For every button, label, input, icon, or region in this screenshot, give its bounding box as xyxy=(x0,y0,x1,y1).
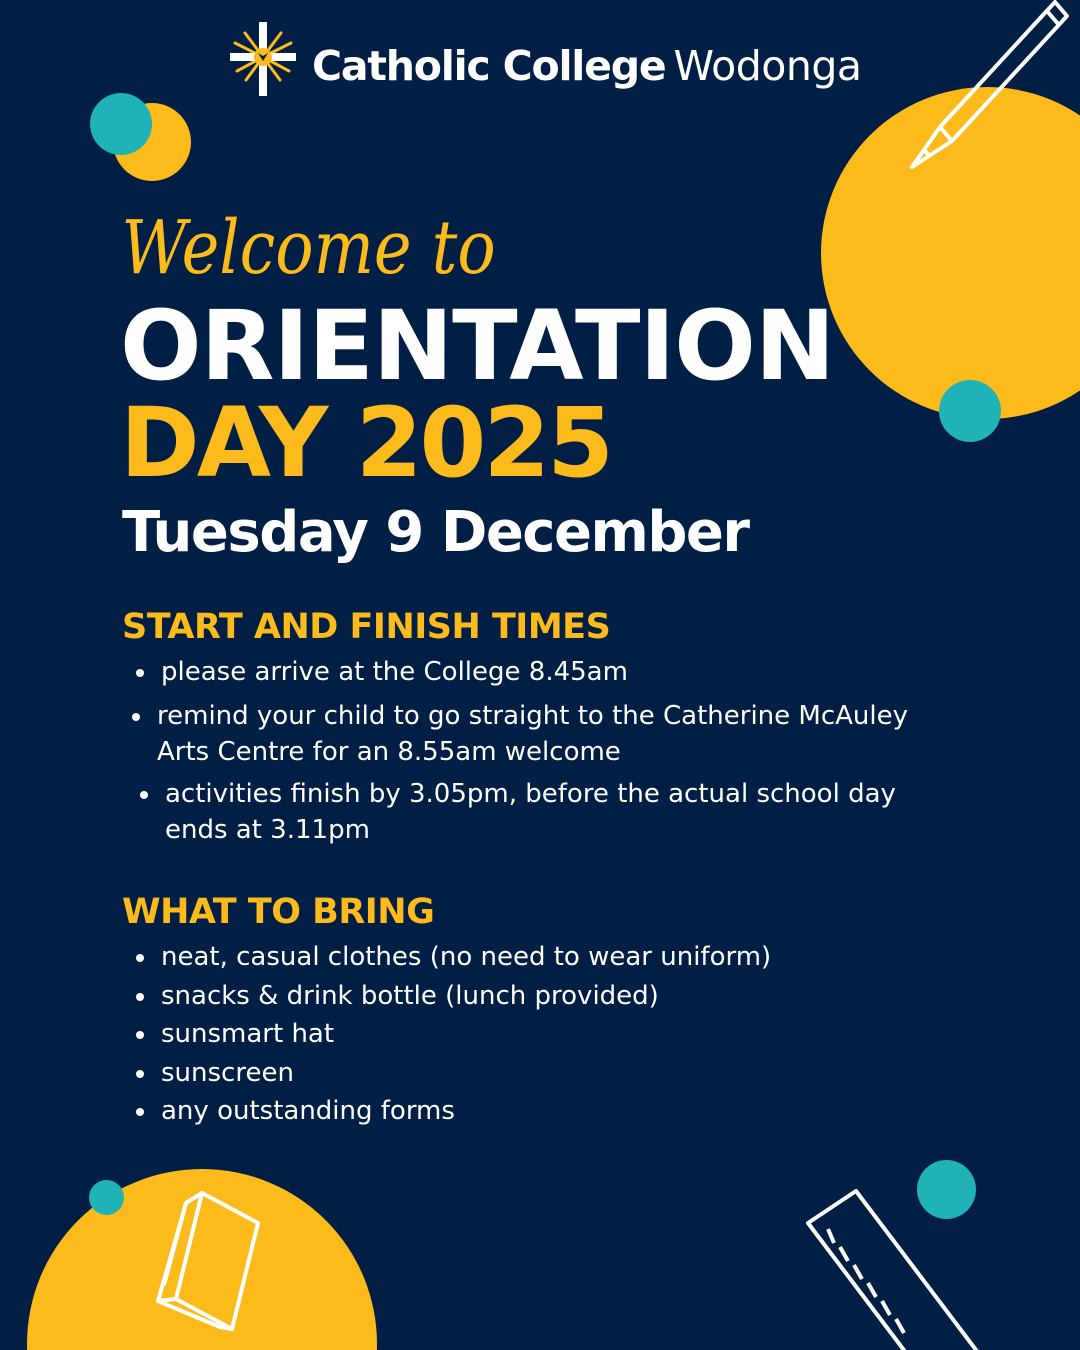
list-item: sunsmart hat xyxy=(161,1016,334,1052)
pencil-icon xyxy=(900,0,1075,180)
list-item-text-cont: ends at 3.11pm xyxy=(165,815,370,845)
sunburst-cross-icon xyxy=(228,20,298,98)
bring-heading: WHAT TO BRING xyxy=(122,892,435,932)
heading-day-year: DAY 2025 xyxy=(120,387,611,499)
list-item: sunscreen xyxy=(161,1055,294,1091)
brand-name-light: Wodonga xyxy=(673,42,862,90)
list-item: snacks & drink bottle (lunch provided) xyxy=(161,978,659,1014)
welcome-text: Welcome to xyxy=(121,205,496,292)
list-item-text: activities finish by 3.05pm, before the actual school day xyxy=(165,779,896,809)
heading-orientation: ORIENTATION xyxy=(120,290,835,402)
times-heading: START AND FINISH TIMES xyxy=(122,607,611,647)
list-item-text: remind your child to go straight to the Catherine McAuley xyxy=(157,701,909,731)
list-item-text-cont: Arts Centre for an 8.55am welcome xyxy=(157,737,621,767)
ruler-icon xyxy=(800,1185,980,1350)
book-icon xyxy=(150,1185,265,1335)
teal-circle-bottom-left xyxy=(89,1180,124,1215)
list-item xyxy=(157,698,908,770)
list-item xyxy=(161,654,628,690)
brand-name-bold: Catholic College xyxy=(312,42,666,90)
list-item: any outstanding forms xyxy=(161,1093,455,1129)
list-item: neat, casual clothes (no need to wear uniform) xyxy=(161,939,771,975)
teal-circle-right xyxy=(939,380,1001,442)
list-item-text: please arrive at the College 8.45am xyxy=(161,657,628,687)
brand-title xyxy=(312,38,862,94)
list-item xyxy=(165,776,896,848)
event-date: Tuesday 9 December xyxy=(122,500,749,565)
